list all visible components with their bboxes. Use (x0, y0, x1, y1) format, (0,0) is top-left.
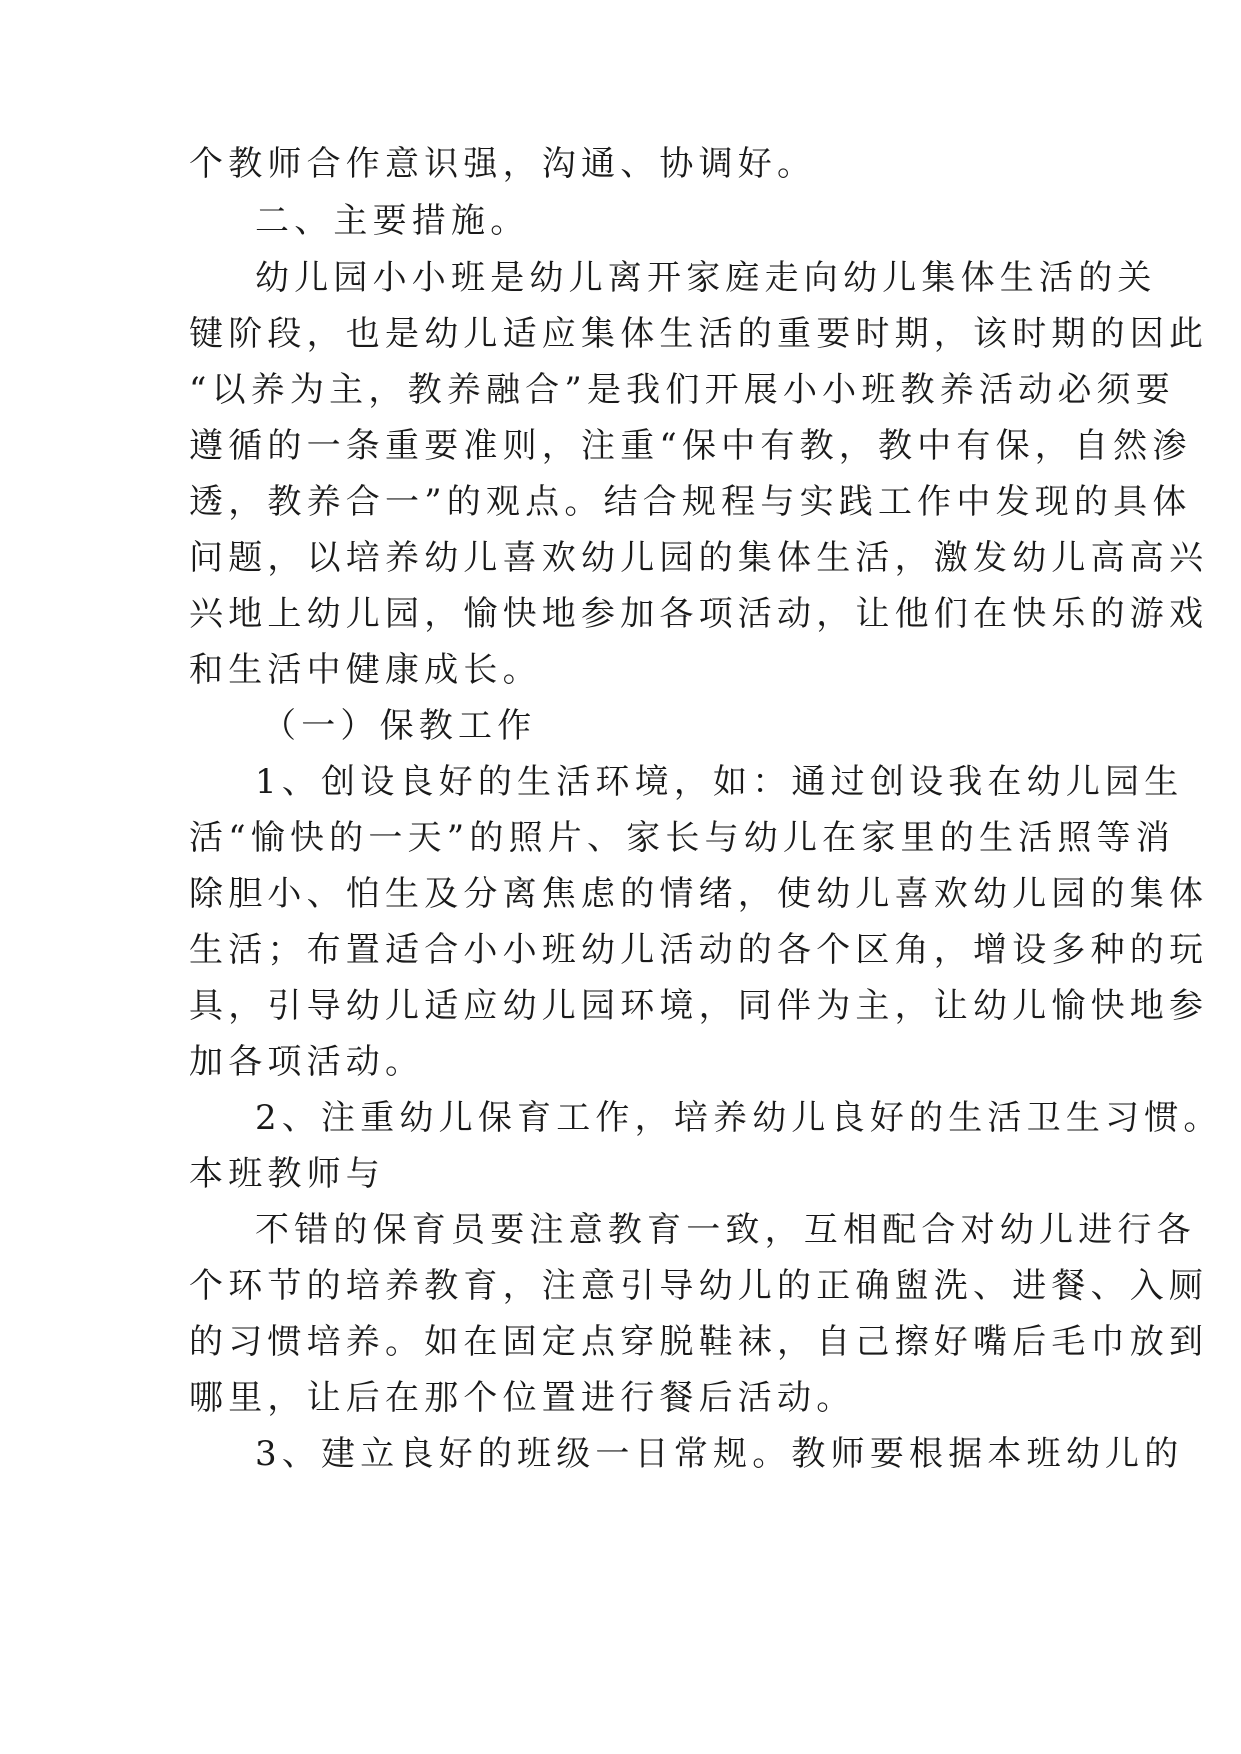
text-line: 活“愉快的一天”的照片、家长与幼儿在家里的生活照等消 (189, 818, 1175, 858)
text-line: 个环节的培养教育，注意引导幼儿的正确盥洗、进餐、入厕 (189, 1266, 1209, 1306)
text-line: 本班教师与 (189, 1154, 385, 1194)
text-line: 和生活中健康成长。 (189, 650, 542, 690)
text-line: 生活；布置适合小小班幼儿活动的各个区角，增设多种的玩 (189, 930, 1209, 970)
text-line: 除胆小、怕生及分离焦虑的情绪，使幼儿喜欢幼儿园的集体 (189, 874, 1209, 914)
text-line: 透，教养合一”的观点。结合规程与实践工作中发现的具体 (189, 482, 1192, 522)
text-line: 兴地上幼儿园，愉快地参加各项活动，让他们在快乐的游戏 (189, 594, 1209, 634)
text-line: 具，引导幼儿适应幼儿园环境，同伴为主，让幼儿愉快地参 (189, 986, 1209, 1026)
text-line: 2、注重幼儿保育工作，培养幼儿良好的生活卫生习惯。 (255, 1098, 1223, 1138)
text-line: “以养为主，教养融合”是我们开展小小班教养活动必须要 (189, 370, 1175, 410)
section-heading: 二、主要措施。 (255, 201, 530, 241)
text-line: 3、建立良好的班级一日常规。教师要根据本班幼儿的 (255, 1434, 1184, 1474)
text-line: 幼儿园小小班是幼儿离开家庭走向幼儿集体生活的关 (255, 258, 1157, 298)
subsection-heading: （一）保教工作 (262, 706, 537, 746)
text-line: 个教师合作意识强，沟通、协调好。 (189, 144, 817, 184)
text-line: 键阶段，也是幼儿适应集体生活的重要时期，该时期的因此 (189, 314, 1209, 354)
text-line: 问题，以培养幼儿喜欢幼儿园的集体生活，激发幼儿高高兴 (189, 538, 1209, 578)
text-line: 不错的保育员要注意教育一致，互相配合对幼儿进行各 (255, 1210, 1196, 1250)
text-line: 1、创设良好的生活环境，如：通过创设我在幼儿园生 (255, 762, 1184, 802)
text-line: 的习惯培养。如在固定点穿脱鞋袜，自己擦好嘴后毛巾放到 (189, 1322, 1209, 1362)
text-line: 遵循的一条重要准则，注重“保中有教，教中有保，自然渗 (189, 426, 1192, 466)
text-line: 加各项活动。 (189, 1042, 425, 1082)
text-line: 哪里，让后在那个位置进行餐后活动。 (189, 1378, 856, 1418)
